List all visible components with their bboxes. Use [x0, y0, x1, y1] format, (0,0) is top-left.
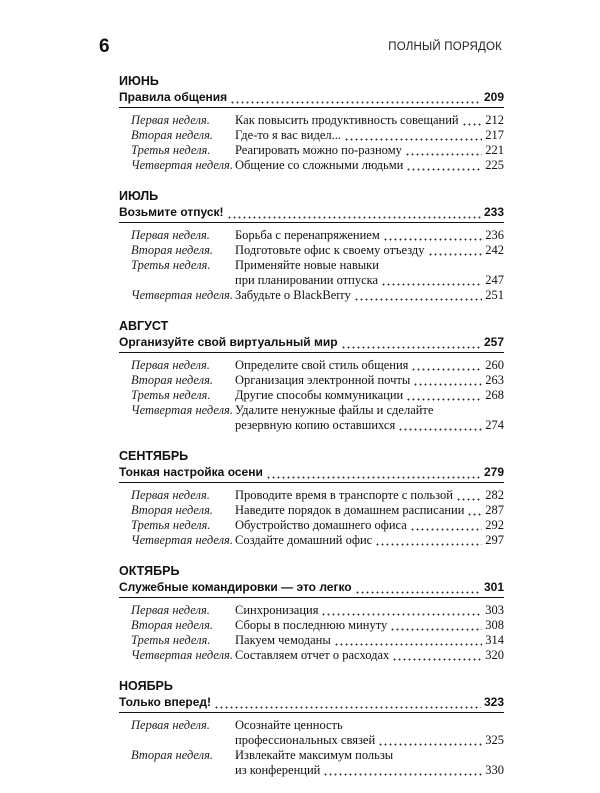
week-label: Вторая неделя. — [131, 243, 214, 257]
dot-leader — [390, 618, 482, 633]
week-entry[interactable] — [131, 128, 504, 143]
chapter-entry[interactable] — [119, 90, 504, 108]
month-heading: ОКТЯБРЬ — [119, 564, 180, 578]
dot-leader — [230, 90, 481, 105]
week-title: Борьба с перенапряжением — [235, 228, 380, 242]
month-section — [119, 678, 504, 778]
week-page-number: 247 — [485, 273, 504, 287]
week-page-number: 251 — [485, 288, 504, 302]
week-label: Четвертая неделя. — [131, 648, 233, 662]
week-title: Составляем отчет о расходах — [235, 648, 390, 662]
month-heading: ИЮЛЬ — [119, 189, 159, 203]
chapter-title: Только вперед! — [119, 695, 212, 709]
week-title: Реагировать можно по-разному — [235, 143, 402, 157]
month-section — [119, 448, 504, 548]
dot-leader — [381, 273, 482, 288]
week-entry[interactable] — [131, 373, 504, 388]
week-entry[interactable] — [131, 748, 504, 778]
week-page-number: 263 — [485, 373, 504, 387]
week-entry[interactable] — [131, 358, 504, 373]
week-title: при планировании отпуска — [235, 273, 379, 287]
dot-leader — [467, 503, 482, 518]
week-entry[interactable] — [131, 488, 504, 503]
month-heading: АВГУСТ — [119, 319, 169, 333]
week-label: Вторая неделя. — [131, 618, 214, 632]
week-page-number: 303 — [485, 603, 504, 617]
dot-leader — [398, 418, 482, 433]
week-title: из конференций — [235, 763, 321, 777]
week-page-number: 320 — [485, 648, 504, 662]
week-label: Первая неделя. — [131, 113, 210, 127]
dot-leader — [462, 113, 483, 128]
week-title: Другие способы коммуникации — [235, 388, 404, 402]
week-entry[interactable] — [131, 648, 504, 663]
dot-leader — [321, 603, 482, 618]
week-label: Вторая неделя. — [131, 128, 214, 142]
week-title: Наведите порядок в домашнем расписании — [235, 503, 465, 517]
week-title-line: Применяйте новые навыки — [235, 258, 379, 272]
week-entry[interactable] — [131, 258, 504, 288]
running-head: ПОЛНЫЙ ПОРЯДОК — [388, 41, 502, 53]
week-page-number: 297 — [485, 533, 504, 547]
week-title: Общение со сложными людьми — [235, 158, 404, 172]
week-entry[interactable] — [131, 633, 504, 648]
week-entry[interactable] — [131, 618, 504, 633]
dot-leader — [266, 465, 481, 480]
week-title: Синхронизация — [235, 603, 319, 617]
week-entry[interactable] — [131, 388, 504, 403]
week-page-number: 308 — [485, 618, 504, 632]
dot-leader — [383, 228, 483, 243]
week-label: Вторая неделя. — [131, 373, 214, 387]
dot-leader — [214, 695, 481, 710]
week-title-line: Удалите ненужные файлы и сделайте — [235, 403, 434, 417]
dot-leader — [341, 335, 481, 350]
dot-leader — [378, 733, 482, 748]
week-page-number: 242 — [485, 243, 504, 257]
week-title: Создайте домашний офис — [235, 533, 373, 547]
week-label: Первая неделя. — [131, 228, 210, 242]
week-entry[interactable] — [131, 143, 504, 158]
week-title: Определите свой стиль общения — [235, 358, 409, 372]
week-label: Вторая неделя. — [131, 503, 214, 517]
dot-leader — [227, 205, 481, 220]
week-entry[interactable] — [131, 518, 504, 533]
week-entry[interactable] — [131, 113, 504, 128]
week-entry[interactable] — [131, 403, 504, 433]
week-page-number: 225 — [485, 158, 504, 172]
chapter-page-number: 279 — [483, 465, 504, 479]
week-page-number: 282 — [485, 488, 504, 502]
dot-leader — [375, 533, 482, 548]
week-label: Третья неделя. — [131, 633, 211, 647]
week-label: Третья неделя. — [131, 518, 211, 532]
dot-leader — [392, 648, 482, 663]
week-label: Первая неделя. — [131, 718, 210, 732]
chapter-page-number: 233 — [483, 205, 504, 219]
dot-leader — [410, 518, 482, 533]
dot-leader — [428, 243, 483, 258]
dot-leader — [334, 633, 482, 648]
week-title: резервную копию оставшихся — [235, 418, 396, 432]
week-title: профессиональных связей — [235, 733, 376, 747]
week-page-number: 292 — [485, 518, 504, 532]
month-section — [119, 73, 504, 173]
dot-leader — [344, 128, 482, 143]
chapter-page-number: 209 — [483, 90, 504, 104]
week-page-number: 314 — [485, 633, 504, 647]
week-page-number: 330 — [485, 763, 504, 777]
chapter-title: Тонкая настройка осени — [119, 465, 263, 479]
dot-leader — [411, 358, 482, 373]
month-heading: ИЮНЬ — [119, 74, 159, 88]
week-title: Как повысить продуктивность совещаний — [235, 113, 459, 127]
week-entry[interactable] — [131, 288, 504, 303]
week-label: Четвертая неделя. — [131, 533, 233, 547]
week-page-number: 268 — [485, 388, 504, 402]
week-page-number: 217 — [485, 128, 504, 142]
chapter-title: Правила общения — [119, 90, 228, 104]
dot-leader — [405, 143, 482, 158]
week-label: Четвертая неделя. — [131, 403, 233, 417]
week-title-line: Извлекайте максимум пользы — [235, 748, 394, 762]
month-section — [119, 563, 504, 663]
week-title: Подготовьте офис к своему отъезду — [235, 243, 425, 257]
chapter-title: Возьмите отпуск! — [119, 205, 224, 219]
page-number: 6 — [99, 36, 110, 57]
chapter-page-number: 323 — [483, 695, 504, 709]
week-page-number: 287 — [485, 503, 504, 517]
week-label: Третья неделя. — [131, 143, 211, 157]
dot-leader — [456, 488, 482, 503]
week-entry[interactable] — [131, 228, 504, 243]
chapter-title: Организуйте свой виртуальный мир — [119, 335, 338, 349]
chapter-entry[interactable] — [119, 580, 504, 598]
chapter-page-number: 257 — [483, 335, 504, 349]
week-page-number: 212 — [485, 113, 504, 127]
week-title: Где-то я вас видел... — [235, 128, 341, 142]
dot-leader — [413, 373, 482, 388]
chapter-entry[interactable] — [119, 695, 504, 713]
week-entry[interactable] — [131, 718, 504, 748]
week-label: Третья неделя. — [131, 258, 211, 272]
week-entry[interactable] — [131, 243, 504, 258]
week-page-number: 236 — [485, 228, 504, 242]
month-heading: СЕНТЯБРЬ — [119, 449, 189, 463]
dot-leader — [406, 388, 482, 403]
week-title-line: Осознайте ценность — [235, 718, 343, 732]
week-title: Пакуем чемоданы — [235, 633, 331, 647]
chapter-entry[interactable] — [119, 205, 504, 223]
dot-leader — [354, 288, 482, 303]
week-label: Четвертая неделя. — [131, 288, 233, 302]
week-page-number: 221 — [485, 143, 504, 157]
chapter-entry[interactable] — [119, 465, 504, 483]
week-label: Третья неделя. — [131, 388, 211, 402]
week-title: Забудьте о BlackBerry — [235, 288, 351, 302]
chapter-entry[interactable] — [119, 335, 504, 353]
month-heading: НОЯБРЬ — [119, 679, 173, 693]
dot-leader — [323, 763, 482, 778]
week-title: Обустройство домашнего офиса — [235, 518, 407, 532]
dot-leader — [355, 580, 481, 595]
week-label: Первая неделя. — [131, 358, 210, 372]
week-entry[interactable] — [131, 503, 504, 518]
week-page-number: 260 — [485, 358, 504, 372]
week-entry[interactable] — [131, 603, 504, 618]
month-section — [119, 318, 504, 433]
week-page-number: 325 — [485, 733, 504, 747]
chapter-page-number: 301 — [483, 580, 504, 594]
week-entry[interactable] — [131, 158, 504, 173]
chapter-title: Служебные командировки — это легко — [119, 580, 352, 594]
week-title: Сборы в последнюю минуту — [235, 618, 388, 632]
table-of-contents — [119, 73, 504, 793]
week-page-number: 274 — [485, 418, 504, 432]
week-label: Вторая неделя. — [131, 748, 214, 762]
dot-leader — [406, 158, 482, 173]
month-section — [119, 188, 504, 303]
week-title: Проводите время в транспорте с пользой — [235, 488, 453, 502]
week-label: Четвертая неделя. — [131, 158, 233, 172]
week-label: Первая неделя. — [131, 488, 210, 502]
week-title: Организация электронной почты — [235, 373, 411, 387]
week-entry[interactable] — [131, 533, 504, 548]
week-label: Первая неделя. — [131, 603, 210, 617]
